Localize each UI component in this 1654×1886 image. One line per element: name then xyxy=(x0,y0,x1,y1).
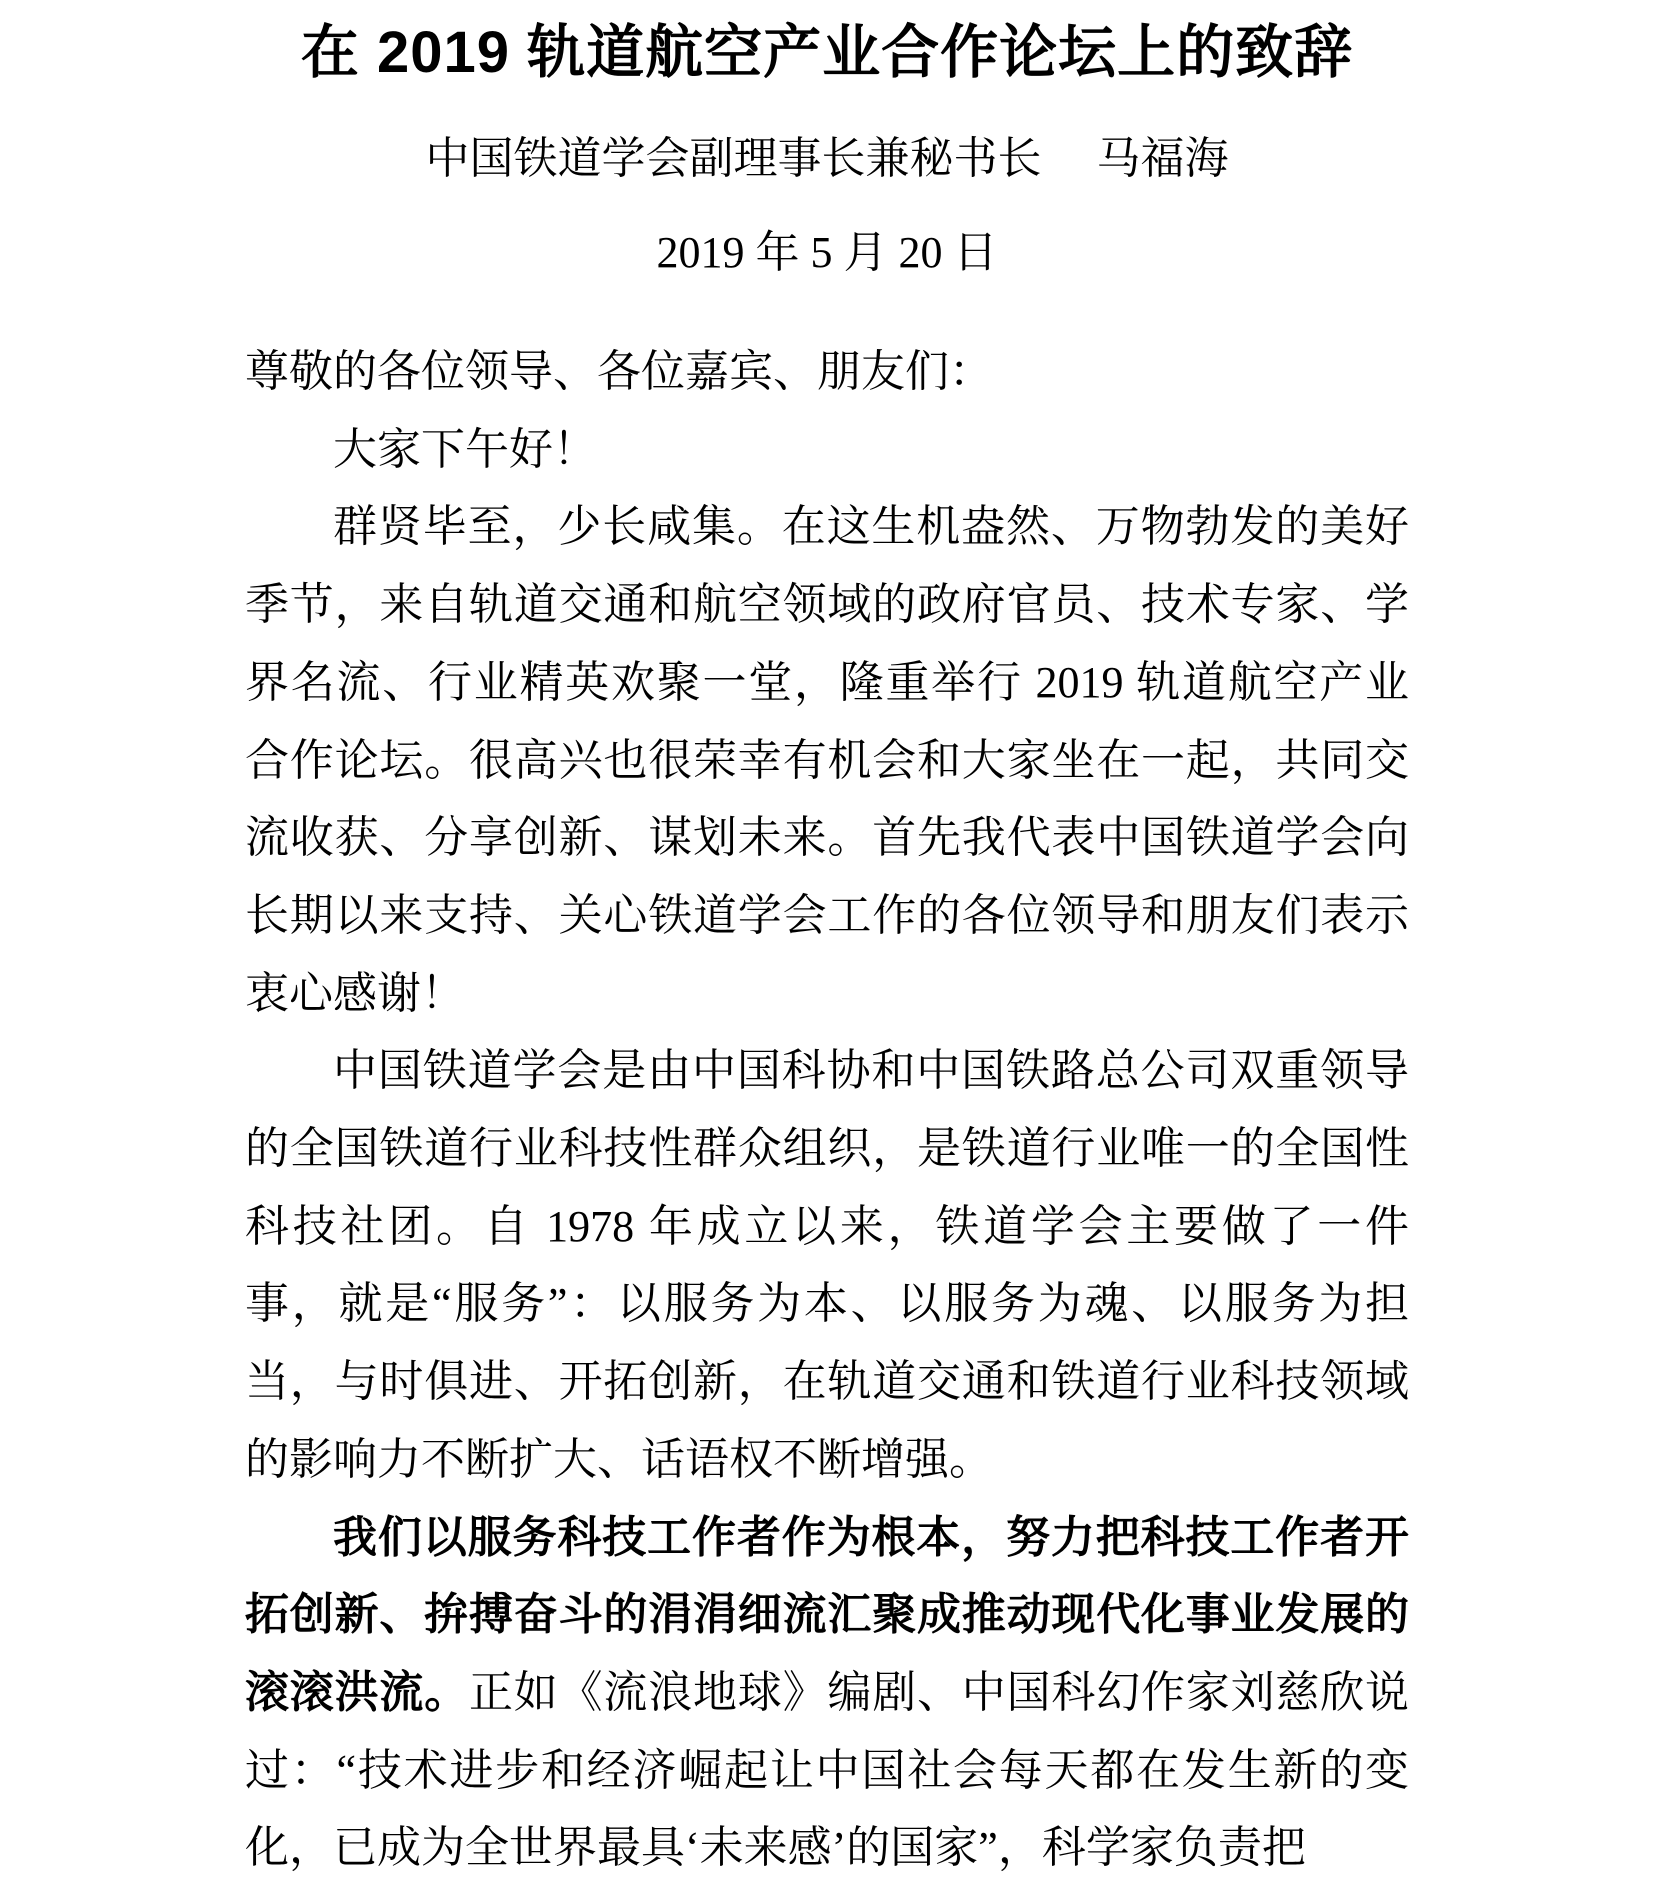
paragraph xyxy=(245,411,1409,489)
paragraph-text: 中国铁道学会是由中国科协和中国铁路总公司双重领导的全国铁道行业科技性群众组织，是铁道行业唯一的全国性科技社团。自 1978 年成立以来，铁道学会主要做了一件事，就是“服务”：以服务为本、以服务为魂、以服务为担当，与时俱进、开拓创新，在轨道交通和铁道行业科技领域的影响力不断扩大、话语权不断增强。 xyxy=(245,1046,1409,1484)
paragraph-text: 尊敬的各位领导、各位嘉宾、朋友们： xyxy=(245,347,993,396)
document-body xyxy=(245,333,1409,1886)
paragraph xyxy=(245,488,1409,1032)
document-author-line: 中国铁道学会副理事长兼秘书长 马福海 xyxy=(425,134,1229,183)
document-date-line: 2019 年 5 月 20 日 xyxy=(656,228,998,277)
paragraph xyxy=(245,1499,1409,1886)
paragraph-text: 大家下午好！ xyxy=(333,424,597,474)
paragraph-text-bold: 我们以服务科技工作者作为根本，努力把科技工作者开拓创新、拚搏奋斗的涓涓细流汇聚成推动现代化事业发展的滚滚洪流。 xyxy=(245,1512,1409,1717)
document-title: 在 2019 轨道航空产业合作论坛上的致辞 xyxy=(300,20,1354,85)
paragraph xyxy=(245,333,1409,411)
paragraph-text: 正如《流浪地球》编剧、中国科幻作家刘慈欣说过：“技术进步和经济崛起让中国社会每天都在发生新的变化，已成为全世界最具‘未来感’的国家”，科学家负责把 xyxy=(245,1667,1409,1873)
paragraph-text: 群贤毕至，少长咸集。在这生机盎然、万物勃发的美好季节，来自轨道交通和航空领域的政府官员、技术专家、学界名流、行业精英欢聚一堂，隆重举行 2019 轨道航空产业合作论坛。很高兴也很荣幸有机会和大家坐在一起，共同交流收获、分享创新、谋划未来。首先我代表中国铁道学会向长期以来支持、关心铁道学会工作的各位领导和朋友们表示衷心感谢！ xyxy=(245,502,1409,1018)
paragraph xyxy=(245,1032,1409,1498)
